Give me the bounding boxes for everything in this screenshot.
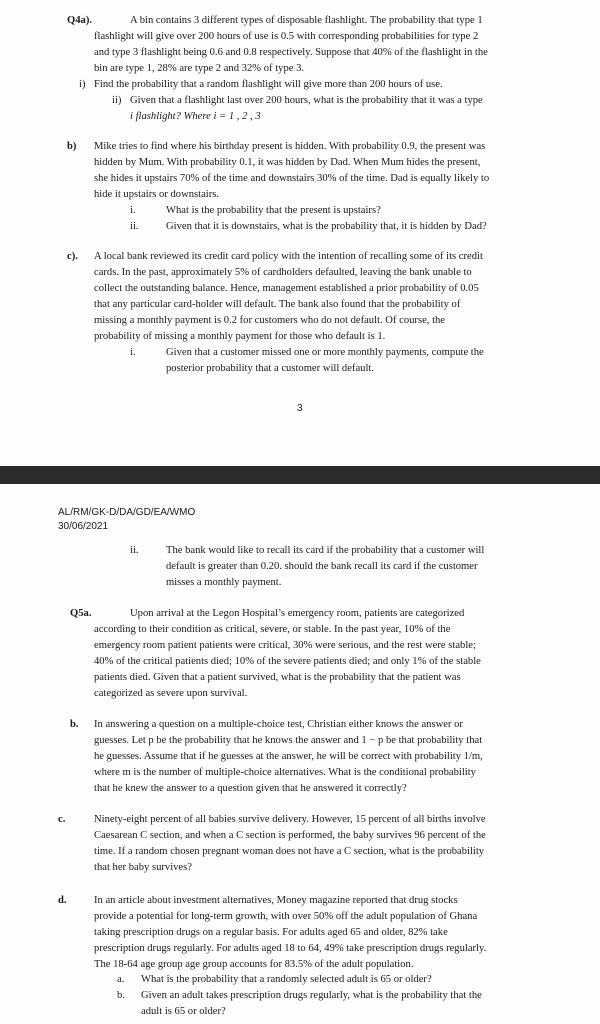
- q4c-sub-i-text: Given that a customer missed one or more monthly payments, compute the: [166, 347, 484, 358]
- q5c-text-line: time. If a random chosen pregnant woman does not have a C section, what is the probability: [94, 846, 485, 857]
- q4a-label: Q4a).: [67, 15, 93, 26]
- q5c-text-line: Ninety-eight percent of all babies survive delivery. However, 15 percent of all births involve: [94, 814, 486, 825]
- exam-page-3: [0, 0, 600, 466]
- q5d-text-line: taking prescription drugs on a regular basis. For adults aged 65 and older, 82% take: [94, 927, 448, 938]
- q5d-sub-b-text: adult is 65 or older?: [141, 1006, 226, 1017]
- q4a-sub-ii-text: Given that a flashlight last over 200 hours, what is the probability that it was a type: [130, 95, 483, 106]
- q4c-label: c).: [67, 251, 78, 262]
- q5d-text-line: prescription drugs regularly. For adults aged 18 to 64, 49% take prescription drugs regularly.: [94, 943, 487, 954]
- q4b-sub-i-text: What is the probability that the present is upstairs?: [166, 205, 381, 216]
- q4a-text-line: A bin contains 3 different types of disposable flashlight. The probability that type 1: [130, 15, 483, 26]
- q4a-text-line: flashlight will give over 200 hours of use is 0.5 with corresponding probabilities for type 2: [94, 31, 479, 42]
- q4c-sub-ii-label: ii.: [130, 545, 139, 556]
- q5a-text-line: patients died. Given that a patient survived, what is the probability that the patient was: [94, 672, 461, 683]
- q5a-label: Q5a.: [70, 608, 92, 619]
- q5c-text-line: that her baby survives?: [94, 862, 192, 873]
- q5d-sub-a-label: a.: [117, 974, 125, 985]
- document-code-header: AL/RM/GK-D/DA/GD/EA/WMO: [58, 507, 196, 518]
- q4a-sub-i-text: Find the probability that a random flashlight will give more than 200 hours of use.: [94, 79, 443, 90]
- q5b-label: b.: [70, 719, 79, 730]
- page-separator: [0, 466, 600, 484]
- q5b-text-line: that he knew the answer to a question given that he answered it correctly?: [94, 783, 407, 794]
- q5c-label: c.: [58, 814, 66, 825]
- document-date-header: 30/06/2021: [58, 521, 109, 532]
- q5b-text-line: In answering a question on a multiple-choice test, Christian either knows the answer or: [94, 719, 463, 730]
- page-number: 3: [297, 403, 303, 414]
- q5d-sub-a-text: What is the probability that a randomly selected adult is 65 or older?: [141, 974, 432, 985]
- q4b-sub-ii-label: ii.: [130, 221, 139, 232]
- q4c-sub-i-label: i.: [130, 347, 136, 358]
- q4c-sub-ii-text: misses a monthly payment.: [166, 577, 282, 588]
- q5d-text-line: The 18-64 age group age group accounts for 83.5% of the adult population.: [94, 959, 414, 970]
- q5d-sub-b-label: b.: [117, 990, 125, 1001]
- q4a-text-line: bin are type 1, 28% are type 2 and 32% of type 3.: [94, 63, 305, 74]
- q4c-text-line: cards. In the past, approximately 5% of cardholders defaulted, leaving the bank unable to: [94, 267, 472, 278]
- q5a-text-line: Upon arrival at the Legon Hospital’s emergency room, patients are categorized: [130, 608, 465, 619]
- q5a-text-line: emergency room patient patients were critical, 30% were serious, and the rest were stable;: [94, 640, 476, 651]
- q5d-text-line: provide a potential for long-term growth, with over 50% off the adult population of Ghana: [94, 911, 478, 922]
- q4c-text-line: probability of missing a monthly payment for those who default is 1.: [94, 331, 386, 342]
- q4c-sub-ii-text: The bank would like to recall its card if the probability that a customer will: [166, 545, 485, 556]
- q4b-label: b): [67, 141, 77, 152]
- q4b-text-line: Mike tries to find where his birthday present is hidden. With probability 0.9, the present was: [94, 141, 486, 152]
- q4c-text-line: that any particular card-holder will default. The bank also found that the probability of: [94, 299, 461, 310]
- exam-page-4: [0, 484, 600, 1024]
- q4c-sub-i-text: posterior probability that a customer will default.: [166, 363, 374, 374]
- q5d-sub-b-text: Given an adult takes prescription drugs regularly, what is the probability that the: [141, 990, 482, 1001]
- q5a-text-line: 40% of the critical patients died; 10% of the severe patients died; and only 1% of the stable: [94, 656, 481, 667]
- q5d-text-line: In an article about investment alternatives, Money magazine reported that drug stocks: [94, 895, 458, 906]
- q5b-text-line: guesses. Let p be the probability that he knows the answer and 1 − p be that probability that: [94, 735, 483, 746]
- q4a-sub-i-label: i): [79, 79, 86, 90]
- q4c-text-line: missing a monthly payment is 0.2 for customers who do not default. Of course, the: [94, 315, 446, 326]
- q4b-sub-i-label: i.: [130, 205, 136, 216]
- q4a-sub-ii-label: ii): [112, 95, 122, 106]
- q4a-text-line: and type 3 flashlight being 0.6 and 0.8 respectively. Suppose that 40% of the flashlight in the: [94, 47, 488, 58]
- q4b-text-line: hide it upstairs or downstairs.: [94, 189, 220, 200]
- q5c-text-line: Caesarean C section, and when a C section is performed, the baby survives 96 percent of the: [94, 830, 486, 841]
- q4a-sub-ii-text: i flashlight? Where i = 1 , 2 , 3: [130, 111, 261, 122]
- q4b-sub-ii-text: Given that it is downstairs, what is the probability that, it is hidden by Dad?: [166, 221, 487, 232]
- q5b-text-line: where m is the number of multiple-choice alternatives. What is the conditional probability: [94, 767, 476, 778]
- q4c-text-line: collect the outstanding balance. Hence, management established a prior probability of 0.05: [94, 283, 479, 294]
- q4b-text-line: hidden by Mum. With probability 0.1, it was hidden by Dad. When Mum hides the present,: [94, 157, 481, 168]
- q5a-text-line: according to their condition as critical, severe, or stable. In the past year, 10% of the: [94, 624, 451, 635]
- q4c-sub-ii-text: default is greater than 0.20. should the bank recall its card if the customer: [166, 561, 478, 572]
- q4c-text-line: A local bank reviewed its credit card policy with the intention of recalling some of its credit: [94, 251, 483, 262]
- q5a-text-line: categorized as severe upon survival.: [94, 688, 248, 699]
- q5b-text-line: he guesses. Assume that if he guesses at the answer, he will be correct with probability 1/m,: [94, 751, 483, 762]
- q4b-text-line: she hides it upstairs 70% of the time and downstairs 30% of the time. Dad is equally likely to: [94, 173, 490, 184]
- q5d-label: d.: [58, 895, 67, 906]
